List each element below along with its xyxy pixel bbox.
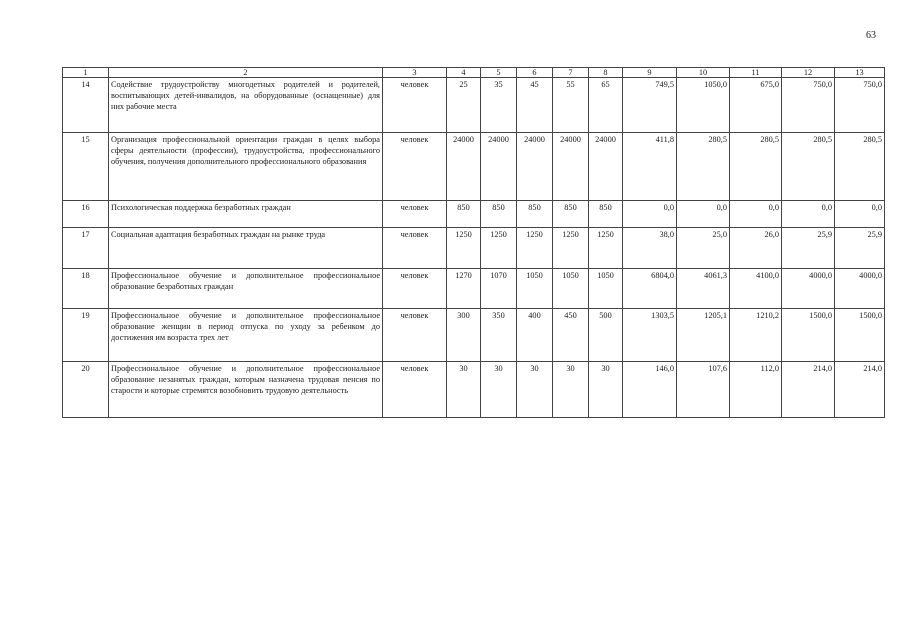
col-header: 5 [481, 68, 517, 78]
funding-value: 25,0 [677, 228, 730, 269]
row-number: 19 [63, 309, 109, 362]
funding-value: 4061,3 [677, 269, 730, 309]
indicator-value: 25 [447, 78, 481, 133]
col-header: 11 [730, 68, 782, 78]
row-description: Социальная адаптация безработных граждан на рынке труда [109, 228, 383, 269]
funding-value: 214,0 [835, 362, 885, 418]
col-header: 2 [109, 68, 383, 78]
funding-value: 280,5 [677, 133, 730, 201]
indicator-value: 35 [481, 78, 517, 133]
row-unit: человек [383, 133, 447, 201]
funding-value: 280,5 [835, 133, 885, 201]
indicator-value: 1270 [447, 269, 481, 309]
funding-value: 146,0 [623, 362, 677, 418]
indicator-value: 30 [481, 362, 517, 418]
row-number: 16 [63, 201, 109, 228]
funding-value: 1303,5 [623, 309, 677, 362]
row-description: Профессиональное обучение и дополнительное профессиональное образование безработных граждан [109, 269, 383, 309]
funding-value: 0,0 [623, 201, 677, 228]
indicator-value: 24000 [589, 133, 623, 201]
row-unit: человек [383, 201, 447, 228]
funding-value: 675,0 [730, 78, 782, 133]
table-row [63, 133, 885, 201]
indicator-value: 850 [589, 201, 623, 228]
table-row [63, 78, 885, 133]
indicator-value: 30 [589, 362, 623, 418]
indicator-value: 24000 [553, 133, 589, 201]
col-header: 3 [383, 68, 447, 78]
funding-value: 750,0 [835, 78, 885, 133]
indicator-value: 55 [553, 78, 589, 133]
indicator-value: 850 [447, 201, 481, 228]
indicator-value: 1070 [481, 269, 517, 309]
row-unit: человек [383, 228, 447, 269]
funding-value: 280,5 [730, 133, 782, 201]
indicator-value: 1250 [517, 228, 553, 269]
funding-value: 4000,0 [782, 269, 835, 309]
col-header: 8 [589, 68, 623, 78]
funding-value: 0,0 [835, 201, 885, 228]
col-header: 10 [677, 68, 730, 78]
row-unit: человек [383, 362, 447, 418]
indicator-value: 30 [553, 362, 589, 418]
indicator-value: 450 [553, 309, 589, 362]
funding-value: 107,6 [677, 362, 730, 418]
indicator-value: 1050 [517, 269, 553, 309]
indicator-value: 24000 [481, 133, 517, 201]
indicator-value: 1050 [553, 269, 589, 309]
funding-value: 0,0 [677, 201, 730, 228]
row-unit: человек [383, 309, 447, 362]
funding-value: 0,0 [782, 201, 835, 228]
funding-value: 1205,1 [677, 309, 730, 362]
indicator-value: 350 [481, 309, 517, 362]
funding-value: 1500,0 [782, 309, 835, 362]
indicator-value: 30 [447, 362, 481, 418]
row-description: Содействие трудоустройству многодетных родителей и родителей, воспитывающих детей-инвалидов, на оборудованные (оснащенные) для них рабочие места [109, 78, 383, 133]
table-row [63, 228, 885, 269]
funding-value: 1500,0 [835, 309, 885, 362]
indicator-value: 300 [447, 309, 481, 362]
header-row [63, 68, 885, 78]
funding-value: 749,5 [623, 78, 677, 133]
indicator-value: 850 [517, 201, 553, 228]
row-number: 18 [63, 269, 109, 309]
col-header: 7 [553, 68, 589, 78]
row-number: 20 [63, 362, 109, 418]
table-row [63, 269, 885, 309]
page-number: 63 [866, 30, 876, 41]
row-description: Профессиональное обучение и дополнительное профессиональное образование незанятых граждан, которым назначена трудовая пенсия по старости и которые стремятся возобновить трудовую деятельность [109, 362, 383, 418]
row-number: 17 [63, 228, 109, 269]
col-header: 4 [447, 68, 481, 78]
indicator-value: 400 [517, 309, 553, 362]
funding-value: 1210,2 [730, 309, 782, 362]
funding-value: 26,0 [730, 228, 782, 269]
row-number: 15 [63, 133, 109, 201]
indicator-value: 1250 [447, 228, 481, 269]
indicator-value: 1250 [481, 228, 517, 269]
funding-value: 4100,0 [730, 269, 782, 309]
indicator-value: 500 [589, 309, 623, 362]
indicator-value: 850 [481, 201, 517, 228]
row-description: Психологическая поддержка безработных граждан [109, 201, 383, 228]
funding-value: 1050,0 [677, 78, 730, 133]
col-header: 6 [517, 68, 553, 78]
col-header: 9 [623, 68, 677, 78]
row-description: Организация профессиональной ориентации граждан в целях выбора сферы деятельности (профессии), трудоустройства, профессионального обучения, получения дополнительного профессионального образования [109, 133, 383, 201]
funding-value: 411,8 [623, 133, 677, 201]
program-table [62, 67, 885, 418]
indicator-value: 45 [517, 78, 553, 133]
funding-value: 25,9 [782, 228, 835, 269]
table-row [63, 309, 885, 362]
table-row [63, 362, 885, 418]
row-number: 14 [63, 78, 109, 133]
funding-value: 25,9 [835, 228, 885, 269]
col-header: 12 [782, 68, 835, 78]
funding-value: 750,0 [782, 78, 835, 133]
indicator-value: 24000 [447, 133, 481, 201]
table-row [63, 201, 885, 228]
indicator-value: 1050 [589, 269, 623, 309]
indicator-value: 850 [553, 201, 589, 228]
row-description: Профессиональное обучение и дополнительное профессиональное образование женщин в период отпуска по уходу за ребенком до достижения им возраста трех лет [109, 309, 383, 362]
col-header: 13 [835, 68, 885, 78]
indicator-value: 24000 [517, 133, 553, 201]
funding-value: 4000,0 [835, 269, 885, 309]
funding-value: 6804,0 [623, 269, 677, 309]
funding-value: 0,0 [730, 201, 782, 228]
row-unit: человек [383, 269, 447, 309]
indicator-value: 1250 [553, 228, 589, 269]
funding-value: 214,0 [782, 362, 835, 418]
col-header: 1 [63, 68, 109, 78]
indicator-value: 1250 [589, 228, 623, 269]
row-unit: человек [383, 78, 447, 133]
funding-value: 280,5 [782, 133, 835, 201]
funding-value: 38,0 [623, 228, 677, 269]
funding-value: 112,0 [730, 362, 782, 418]
indicator-value: 65 [589, 78, 623, 133]
indicator-value: 30 [517, 362, 553, 418]
